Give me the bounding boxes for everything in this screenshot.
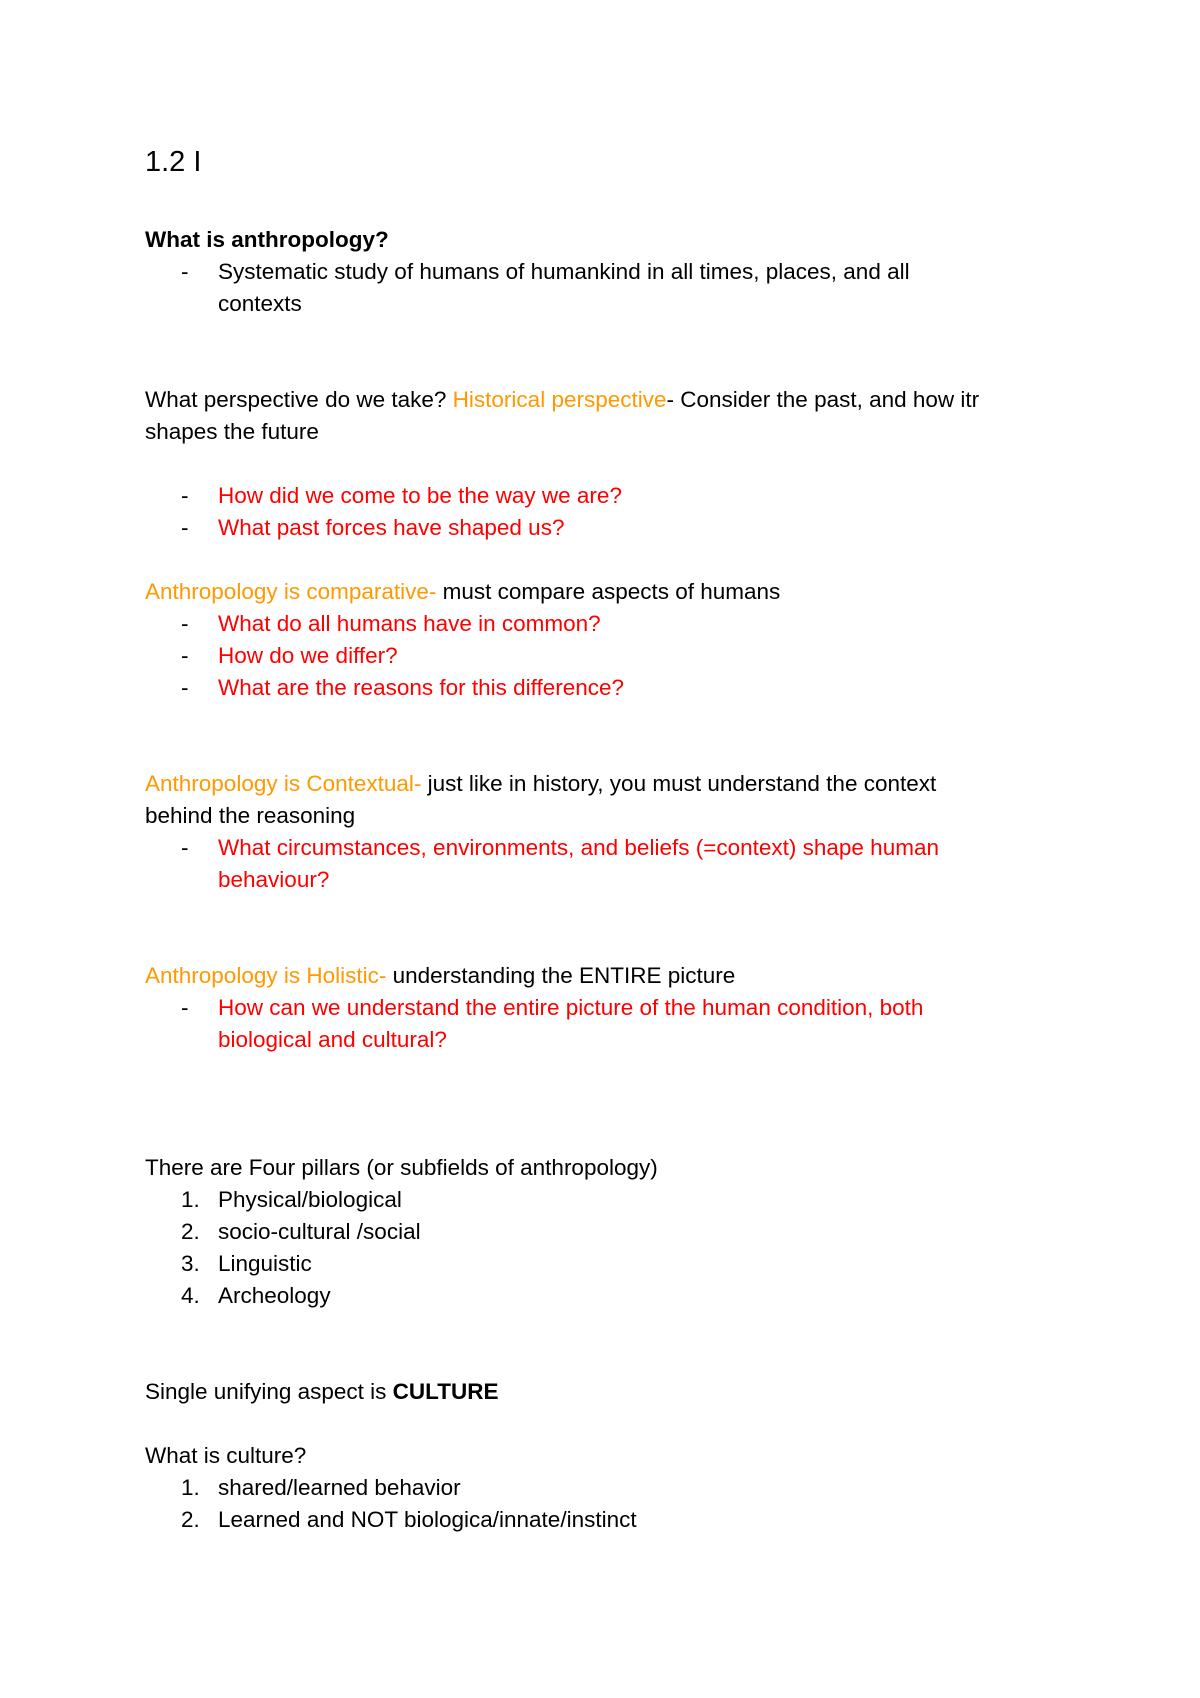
bullet-marker: - bbox=[181, 259, 189, 284]
question-item: What do all humans have in common? bbox=[218, 611, 601, 636]
document-page bbox=[145, 0, 1065, 1698]
question-item-continued: behaviour? bbox=[218, 867, 330, 892]
heading-what-is-anthropology: What is anthropology? bbox=[145, 227, 389, 252]
question-item: What past forces have shaped us? bbox=[218, 515, 565, 540]
list-number: 3. bbox=[181, 1251, 200, 1276]
question-item: How can we understand the entire picture of the human condition, both bbox=[218, 995, 924, 1020]
list-item: Physical/biological bbox=[218, 1187, 402, 1212]
list-number: 4. bbox=[181, 1283, 200, 1308]
bullet-marker: - bbox=[181, 835, 189, 860]
list-number: 1. bbox=[181, 1475, 200, 1500]
unifying-aspect-line bbox=[145, 1376, 498, 1408]
comparative-paragraph bbox=[145, 576, 780, 608]
comparative-term: Anthropology is comparative- bbox=[145, 579, 437, 604]
question-item: What circumstances, environments, and beliefs (=context) shape human bbox=[218, 835, 939, 860]
bullet-marker: - bbox=[181, 643, 189, 668]
holistic-rest: understanding the ENTIRE picture bbox=[386, 963, 736, 988]
list-item: Archeology bbox=[218, 1283, 331, 1308]
question-item-continued: biological and cultural? bbox=[218, 1027, 447, 1052]
historical-perspective-term: Historical perspective bbox=[452, 387, 667, 412]
perspective-lead: What perspective do we take? bbox=[145, 387, 453, 412]
list-number: 1. bbox=[181, 1187, 200, 1212]
contextual-paragraph bbox=[145, 768, 936, 800]
contextual-rest: just like in history, you must understand the context bbox=[421, 771, 937, 796]
list-item: Linguistic bbox=[218, 1251, 312, 1276]
bullet-marker: - bbox=[181, 483, 189, 508]
contextual-term: Anthropology is Contextual- bbox=[145, 771, 422, 796]
list-item: Learned and NOT biologica/innate/instinct bbox=[218, 1507, 637, 1532]
definition-line-1: Systematic study of humans of humankind in all times, places, and all bbox=[218, 259, 910, 284]
perspective-rest: - Consider the past, and how itr bbox=[666, 387, 980, 412]
list-item: socio-cultural /social bbox=[218, 1219, 421, 1244]
perspective-paragraph bbox=[145, 384, 979, 416]
comparative-rest: must compare aspects of humans bbox=[436, 579, 781, 604]
what-is-culture-lead: What is culture? bbox=[145, 1443, 307, 1468]
perspective-line-2: shapes the future bbox=[145, 419, 319, 444]
bullet-marker: - bbox=[181, 995, 189, 1020]
bullet-marker: - bbox=[181, 675, 189, 700]
question-item: How do we differ? bbox=[218, 643, 398, 668]
question-item: What are the reasons for this difference? bbox=[218, 675, 625, 700]
list-number: 2. bbox=[181, 1507, 200, 1532]
bullet-marker: - bbox=[181, 611, 189, 636]
list-number: 2. bbox=[181, 1219, 200, 1244]
holistic-term: Anthropology is Holistic- bbox=[145, 963, 387, 988]
holistic-paragraph bbox=[145, 960, 735, 992]
page-title: 1.2 I bbox=[145, 146, 202, 178]
four-pillars-lead: There are Four pillars (or subfields of anthropology) bbox=[145, 1155, 658, 1180]
bullet-marker: - bbox=[181, 515, 189, 540]
question-item: How did we come to be the way we are? bbox=[218, 483, 622, 508]
list-item: shared/learned behavior bbox=[218, 1475, 461, 1500]
definition-line-2: contexts bbox=[218, 291, 302, 316]
culture-keyword: CULTURE bbox=[392, 1379, 499, 1404]
unifying-aspect-lead: Single unifying aspect is bbox=[145, 1379, 393, 1404]
contextual-line-2: behind the reasoning bbox=[145, 803, 356, 828]
